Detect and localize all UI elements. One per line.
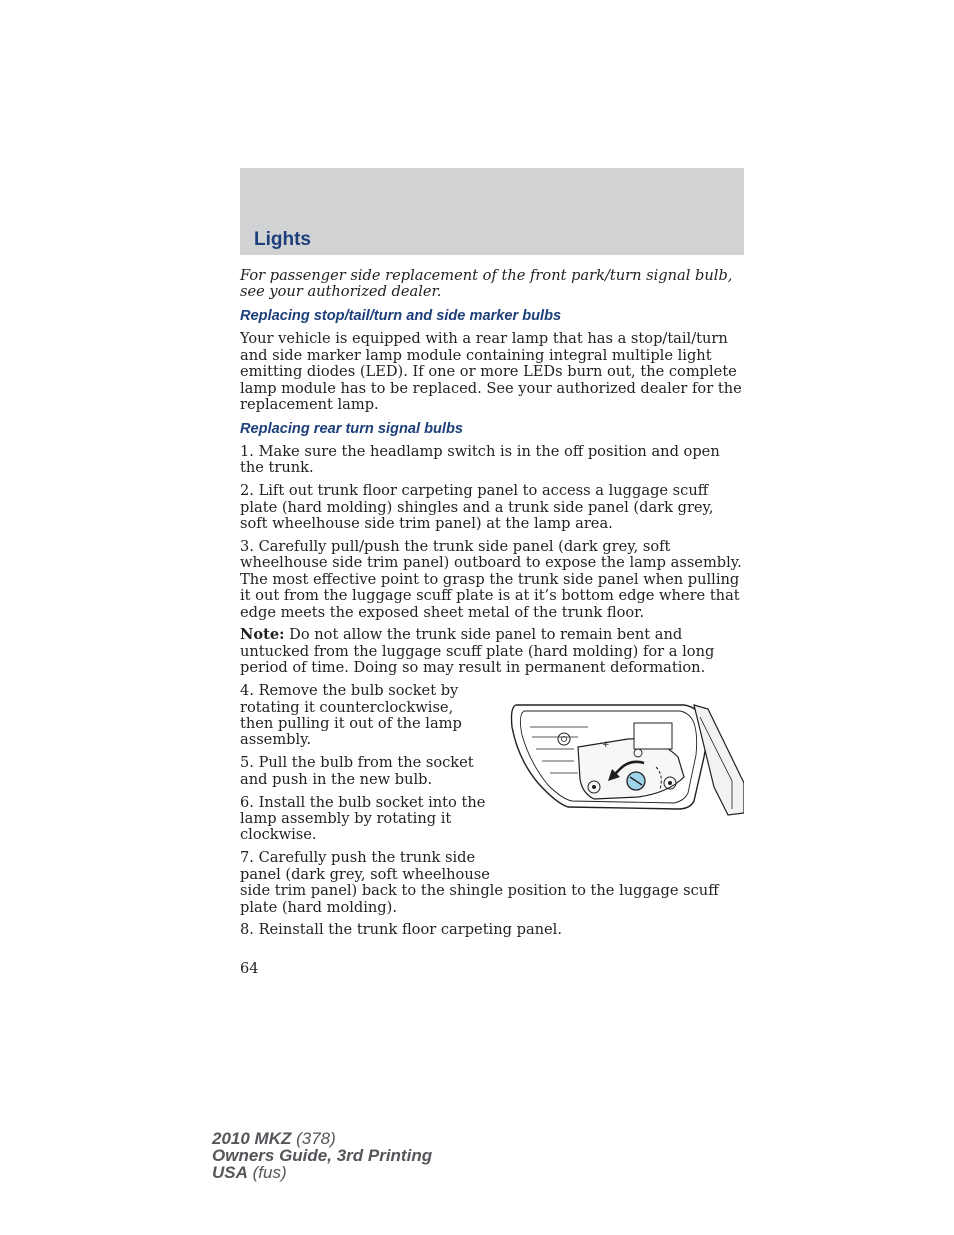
footer-line-2 bbox=[212, 1147, 432, 1164]
step-2: 2. Lift out trunk floor carpeting panel to access a luggage scuff plate (hard molding) shingles and a trunk side panel (dark grey, soft wheelhouse side trim panel) at the lamp area. bbox=[240, 482, 714, 532]
step-5: 5. Pull the bulb from the socket and push in the new bulb. bbox=[240, 754, 474, 788]
heading-rear-turn-signal: Replacing rear turn signal bulbs bbox=[240, 420, 464, 437]
step-7-first: 7. Carefully push the trunk side panel (dark grey, soft wheelhouse bbox=[240, 849, 490, 883]
footer-line-1 bbox=[212, 1130, 432, 1147]
page-content bbox=[240, 268, 744, 945]
footer-edition bbox=[212, 1130, 432, 1181]
page-number: 64 bbox=[240, 960, 259, 977]
step-8: 8. Reinstall the trunk floor carpeting panel. bbox=[240, 921, 562, 939]
rear-lamp-illustration bbox=[508, 697, 744, 819]
footer-market-code: (fus) bbox=[247, 1163, 287, 1182]
section-title: Lights bbox=[254, 229, 311, 250]
footer-guide: Owners Guide, 3rd Printing bbox=[212, 1146, 433, 1165]
step-4: 4. Remove the bulb socket by rotating it counterclockwise, then pulling it out of the lamp assembly. bbox=[240, 682, 462, 749]
paragraph-led-module: Your vehicle is equipped with a rear lamp that has a stop/tail/turn and side marker lamp module containing integral multiple light emitting diodes (LED). If one or more LEDs burn out, the complete lamp module has to be replaced. See your authorized dealer for the replacement lamp. bbox=[240, 330, 742, 413]
svg-text:+: + bbox=[602, 740, 610, 751]
heading-stop-tail-turn: Replacing stop/tail/turn and side marker bulbs bbox=[240, 308, 562, 325]
intro-note: For passenger side replacement of the front park/turn signal bulb, see your authorized dealer. bbox=[240, 267, 733, 301]
step-3: 3. Carefully pull/push the trunk side panel (dark grey, soft wheelhouse side trim panel) outboard to expose the lamp assembly. The most effective point to grasp the trunk side panel when pulling it out from the luggage scuff plate is at it’s bottom edge where that edge meets the exposed sheet metal of the trunk floor. bbox=[240, 537, 742, 621]
figure-block bbox=[240, 683, 744, 916]
step-6: 6. Install the bulb socket into the lamp assembly by rotating it clockwise. bbox=[240, 793, 486, 844]
note-paragraph bbox=[240, 627, 744, 676]
figure-steps bbox=[240, 683, 490, 844]
step-7 bbox=[240, 850, 744, 916]
footer-code: (378) bbox=[291, 1129, 336, 1148]
footer-market: USA bbox=[212, 1163, 248, 1182]
step-7-rest: side trim panel) back to the shingle position to the luggage scuff plate (hard molding). bbox=[240, 882, 719, 916]
label-plate bbox=[634, 723, 672, 749]
footer-model: 2010 MKZ bbox=[212, 1129, 292, 1148]
footer-line-3 bbox=[212, 1164, 432, 1181]
step-1: 1. Make sure the headlamp switch is in the off position and open the trunk. bbox=[240, 442, 720, 477]
note-label: Note: bbox=[240, 626, 285, 644]
section-header bbox=[240, 168, 744, 255]
trim-panel bbox=[694, 705, 744, 815]
note-text: Do not allow the trunk side panel to remain bent and untucked from the luggage scuff plate (hard molding) for a long period of time. Doing so may result in permanent deformation. bbox=[240, 626, 715, 677]
